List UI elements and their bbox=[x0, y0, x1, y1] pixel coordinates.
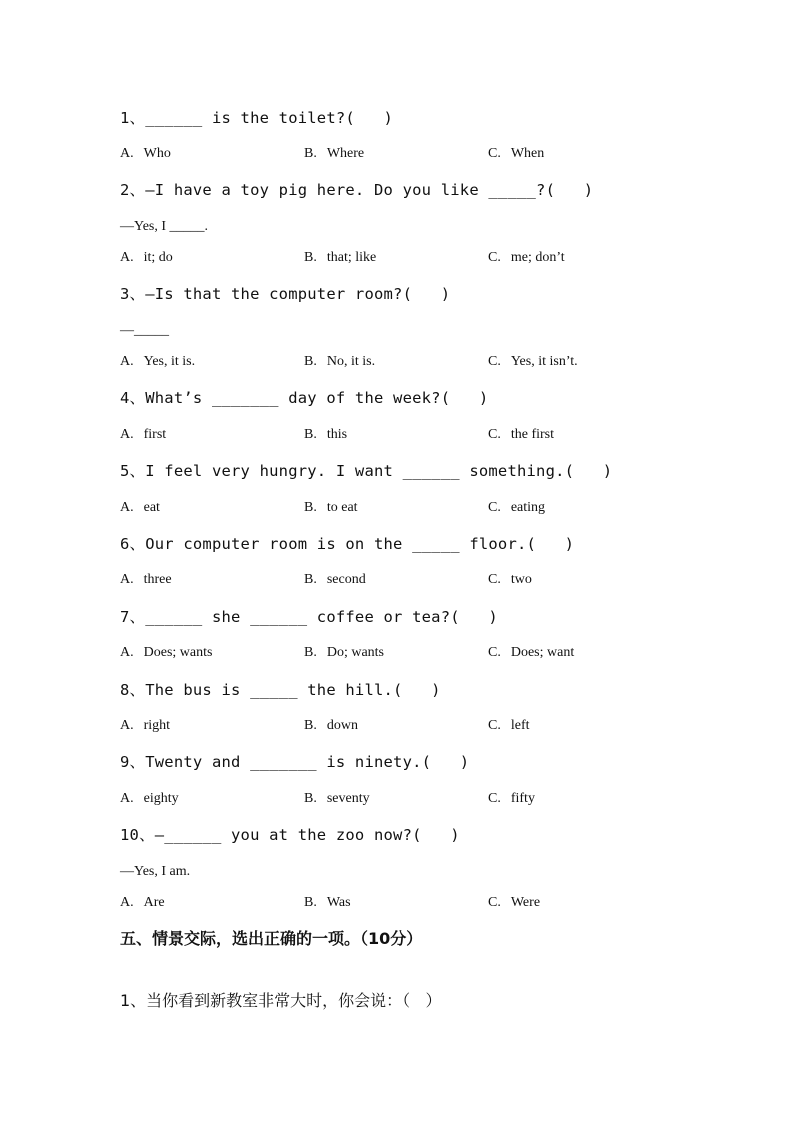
option-c: C. me; don’t bbox=[488, 250, 565, 265]
question-9-options bbox=[0, 790, 794, 808]
question-7-options bbox=[0, 644, 794, 662]
option-c: C. left bbox=[488, 718, 530, 733]
option-c: C. the first bbox=[488, 427, 554, 442]
option-b: B. Do; wants bbox=[304, 645, 385, 660]
option-a: A. Yes, it is. bbox=[120, 354, 196, 369]
situational-question-1: 1、当你看到新教室非常大时，你会说：（ ） bbox=[120, 991, 442, 1010]
question-5-stem: 5、I feel very hungry. I want ______ something.( ) bbox=[120, 462, 613, 480]
question-7-stem: 7、______ she ______ coffee or tea?( ) bbox=[120, 608, 498, 626]
question-10-stem: 10、—______ you at the zoo now?( ) bbox=[120, 826, 460, 844]
section-heading: 五、情景交际，选出正确的一项。（10分） bbox=[120, 929, 423, 948]
option-a: A. Does; wants bbox=[120, 645, 213, 660]
option-a: A. eat bbox=[120, 500, 160, 515]
option-b: B. down bbox=[304, 718, 358, 733]
question-8-stem: 8、The bus is _____ the hill.( ) bbox=[120, 681, 441, 699]
option-c: C. fifty bbox=[488, 791, 535, 806]
question-2-dialog-line: —Yes, I _____. bbox=[120, 219, 209, 234]
question-6-stem: 6、Our computer room is on the _____ floor.( ) bbox=[120, 535, 575, 553]
option-a: A. Are bbox=[120, 895, 165, 910]
option-c: C. When bbox=[488, 146, 545, 161]
option-a: A. right bbox=[120, 718, 171, 733]
question-4-options bbox=[0, 426, 794, 444]
option-c: C. two bbox=[488, 572, 532, 587]
option-a: A. three bbox=[120, 572, 172, 587]
option-b: B. seventy bbox=[304, 791, 370, 806]
question-3-stem: 3、—Is that the computer room?( ) bbox=[120, 285, 451, 303]
option-b: B. second bbox=[304, 572, 366, 587]
question-3-dialog-line: —_____ bbox=[120, 323, 169, 338]
option-b: B. No, it is. bbox=[304, 354, 376, 369]
question-4-stem: 4、What’s _______ day of the week?( ) bbox=[120, 389, 489, 407]
question-6-options bbox=[0, 571, 794, 589]
option-a: A. it; do bbox=[120, 250, 173, 265]
question-3-options bbox=[0, 353, 794, 371]
option-b: B. to eat bbox=[304, 500, 358, 515]
question-8-options bbox=[0, 717, 794, 735]
option-b: B. Where bbox=[304, 146, 365, 161]
option-b: B. this bbox=[304, 427, 348, 442]
option-a: A. Who bbox=[120, 146, 171, 161]
option-b: B. Was bbox=[304, 895, 351, 910]
option-c: C. Yes, it isn’t. bbox=[488, 354, 578, 369]
option-c: C. eating bbox=[488, 500, 546, 515]
option-c: C. Were bbox=[488, 895, 541, 910]
option-a: A. first bbox=[120, 427, 167, 442]
question-1-stem: 1、______ is the toilet?( ) bbox=[120, 109, 394, 127]
option-a: A. eighty bbox=[120, 791, 179, 806]
question-1-options bbox=[0, 145, 794, 163]
question-10-options bbox=[0, 894, 794, 912]
question-2-options bbox=[0, 249, 794, 267]
question-10-dialog-line: —Yes, I am. bbox=[120, 864, 191, 879]
option-c: C. Does; want bbox=[488, 645, 575, 660]
question-5-options bbox=[0, 499, 794, 517]
question-2-stem: 2、—I have a toy pig here. Do you like _____?( ) bbox=[120, 181, 594, 199]
option-b: B. that; like bbox=[304, 250, 377, 265]
question-9-stem: 9、Twenty and _______ is ninety.( ) bbox=[120, 753, 470, 771]
